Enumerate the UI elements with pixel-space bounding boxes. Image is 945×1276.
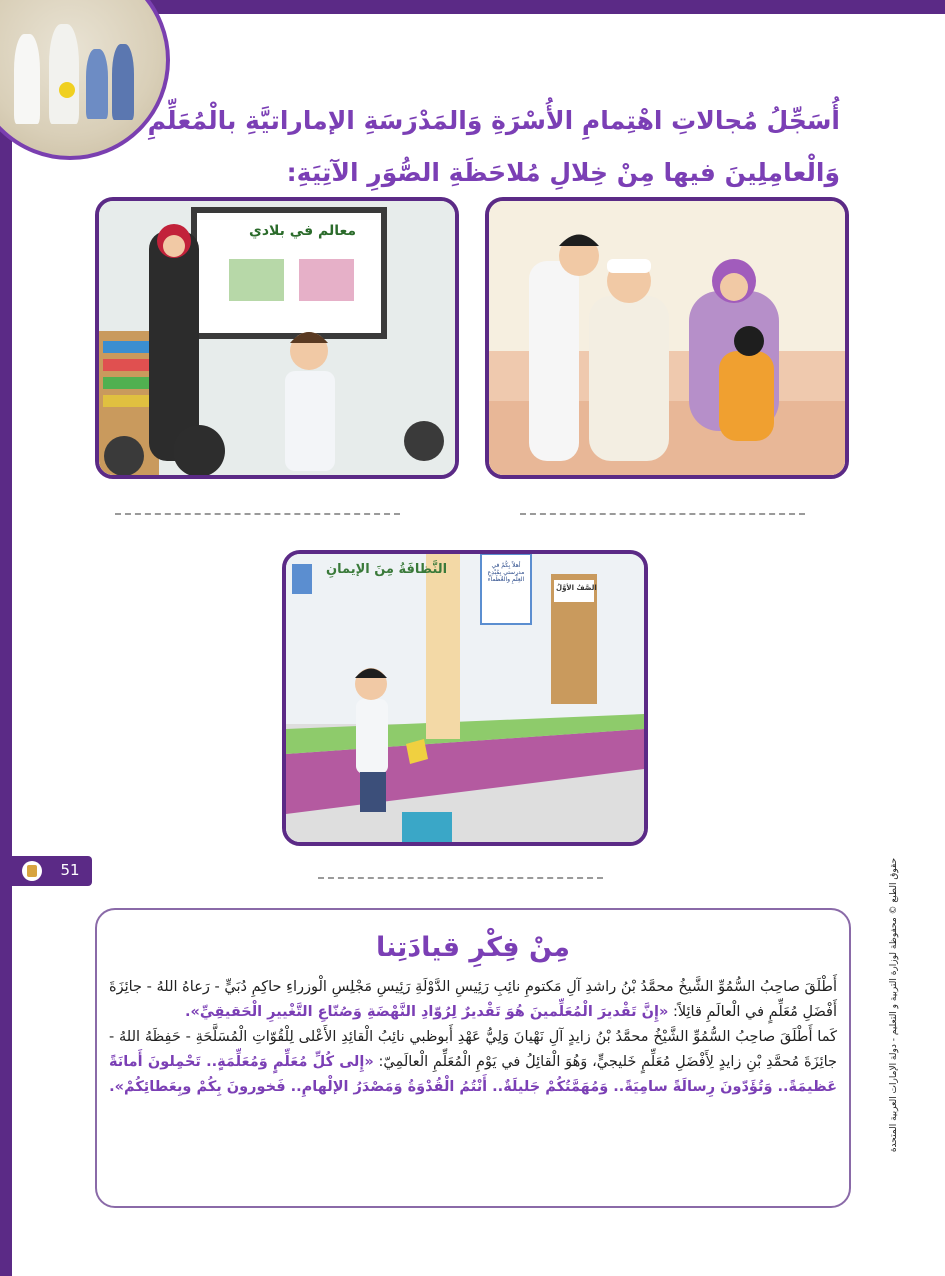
quote-highlight-1: «إِنَّ تَقْديرَ الْمُعَلِّمينَ هُوَ تَقْديرٌ لِرُوّادِ النَّهْضَةِ وَصُنّاعِ التَّغْييرِ الْحَقيقِيِّ». bbox=[184, 1004, 669, 1020]
top-accent-bar bbox=[150, 0, 945, 14]
book-icon bbox=[22, 861, 42, 881]
poster-cleanliness: النَّظافَةُ مِنَ الإيمانِ bbox=[326, 562, 448, 577]
page-heading bbox=[80, 95, 840, 199]
left-accent-bar bbox=[0, 0, 12, 1276]
family-scene bbox=[489, 201, 845, 475]
ball-icon bbox=[59, 82, 75, 98]
hallway-image bbox=[282, 550, 648, 846]
family-image bbox=[485, 197, 849, 479]
answer-line-2[interactable] bbox=[520, 513, 805, 515]
quote-body bbox=[109, 975, 837, 1100]
board-title: معالم في بلادي bbox=[249, 223, 357, 239]
door-sign: الصَّفُ الأوَّلُ bbox=[556, 584, 597, 592]
classroom-scene bbox=[99, 201, 455, 475]
quote-title: مِنْ فِكْرِ قيادَتِنا bbox=[376, 932, 570, 963]
quote-paragraph-2: كَما أَطْلَقَ صاحِبُ السُّمُوِّ الشَّيْخُ محمَّدُ بْنُ زايدٍ آلِ نَهْيانَ وَلِيُّ عَهْدِ أَبوظبي نائِبُ الْقائِدِ الأَعْلى لِلْقُوّاتِ الْمُسَلَّحَةِ - حَفِظَهُ اللهُ - جائِزَةَ مُحمَّدِ بْنِ زايدٍ لِأَفْضَلِ مُعَلِّمٍ خَليجيٍّ، وَهُوَ الْقائِلُ في يَوْمِ الْمُعَلِّمِ الْعالَمِيّ: bbox=[109, 1029, 838, 1070]
heading-line-1: أُسَجِّلُ مُجالاتِ اهْتِمامِ الأُسْرَةِ وَالمَدْرَسَةِ الإماراتيَّةِ بالْمُعَلِّمِ bbox=[147, 106, 840, 135]
quote-highlight-2: «إِلى كُلِّ مُعَلِّمٍ وَمُعَلِّمَةٍ.. تَحْمِلونَ أَمانَةً عَظيمَةً.. وَتُؤَدّونَ رِسالَةً سامِيَةً.. وَمُهَمَّتُكُمْ جَليلَةٌ.. أَنْتُمُ الْقُدْوَةُ وَمَصْدَرُ الإلْهامِ.. فَخورونَ بِكُمْ وبِعَطائِكُمْ». bbox=[109, 1054, 837, 1095]
quote-paragraph-1: أَطْلَقَ صاحِبُ السُّمُوِّ الشَّيخُ محمَّدُ بْنُ راشدِ آلِ مَكتومِ نائِبِ رَئِيسِ الدَّوْلَةِ رَئِيسِ مَجْلِسِ الْوزراءِ حاكِمِ دُبَيٍّ - رَعاهُ اللهُ - جائِزَةَ أَفْضَلِ مُعَلِّمٍ في الْعالَمِ قائِلاً: bbox=[109, 979, 837, 1020]
heading-line-2: وَالْعامِلِينَ فيها مِنْ خِلالِ مُلاحَظَةِ الصُّوَرِ الآتِيَةِ: bbox=[286, 158, 840, 187]
copyright-vertical: حقوق الطبع © محفوظة لوزارة التربية و التعليم - دولة الإمارات العربية المتحدة bbox=[889, 857, 899, 1153]
classroom-image bbox=[95, 197, 459, 479]
hallway-scene bbox=[286, 554, 644, 842]
school-poster: أهلاً بِكُمْ في مدرستي بِمُبْدِعِ العِلْمِ والعُظَماء bbox=[487, 562, 525, 583]
quote-box bbox=[95, 908, 851, 1208]
page-number: 51 bbox=[60, 861, 80, 879]
answer-line-1[interactable] bbox=[115, 513, 400, 515]
answer-line-3[interactable] bbox=[318, 877, 603, 879]
